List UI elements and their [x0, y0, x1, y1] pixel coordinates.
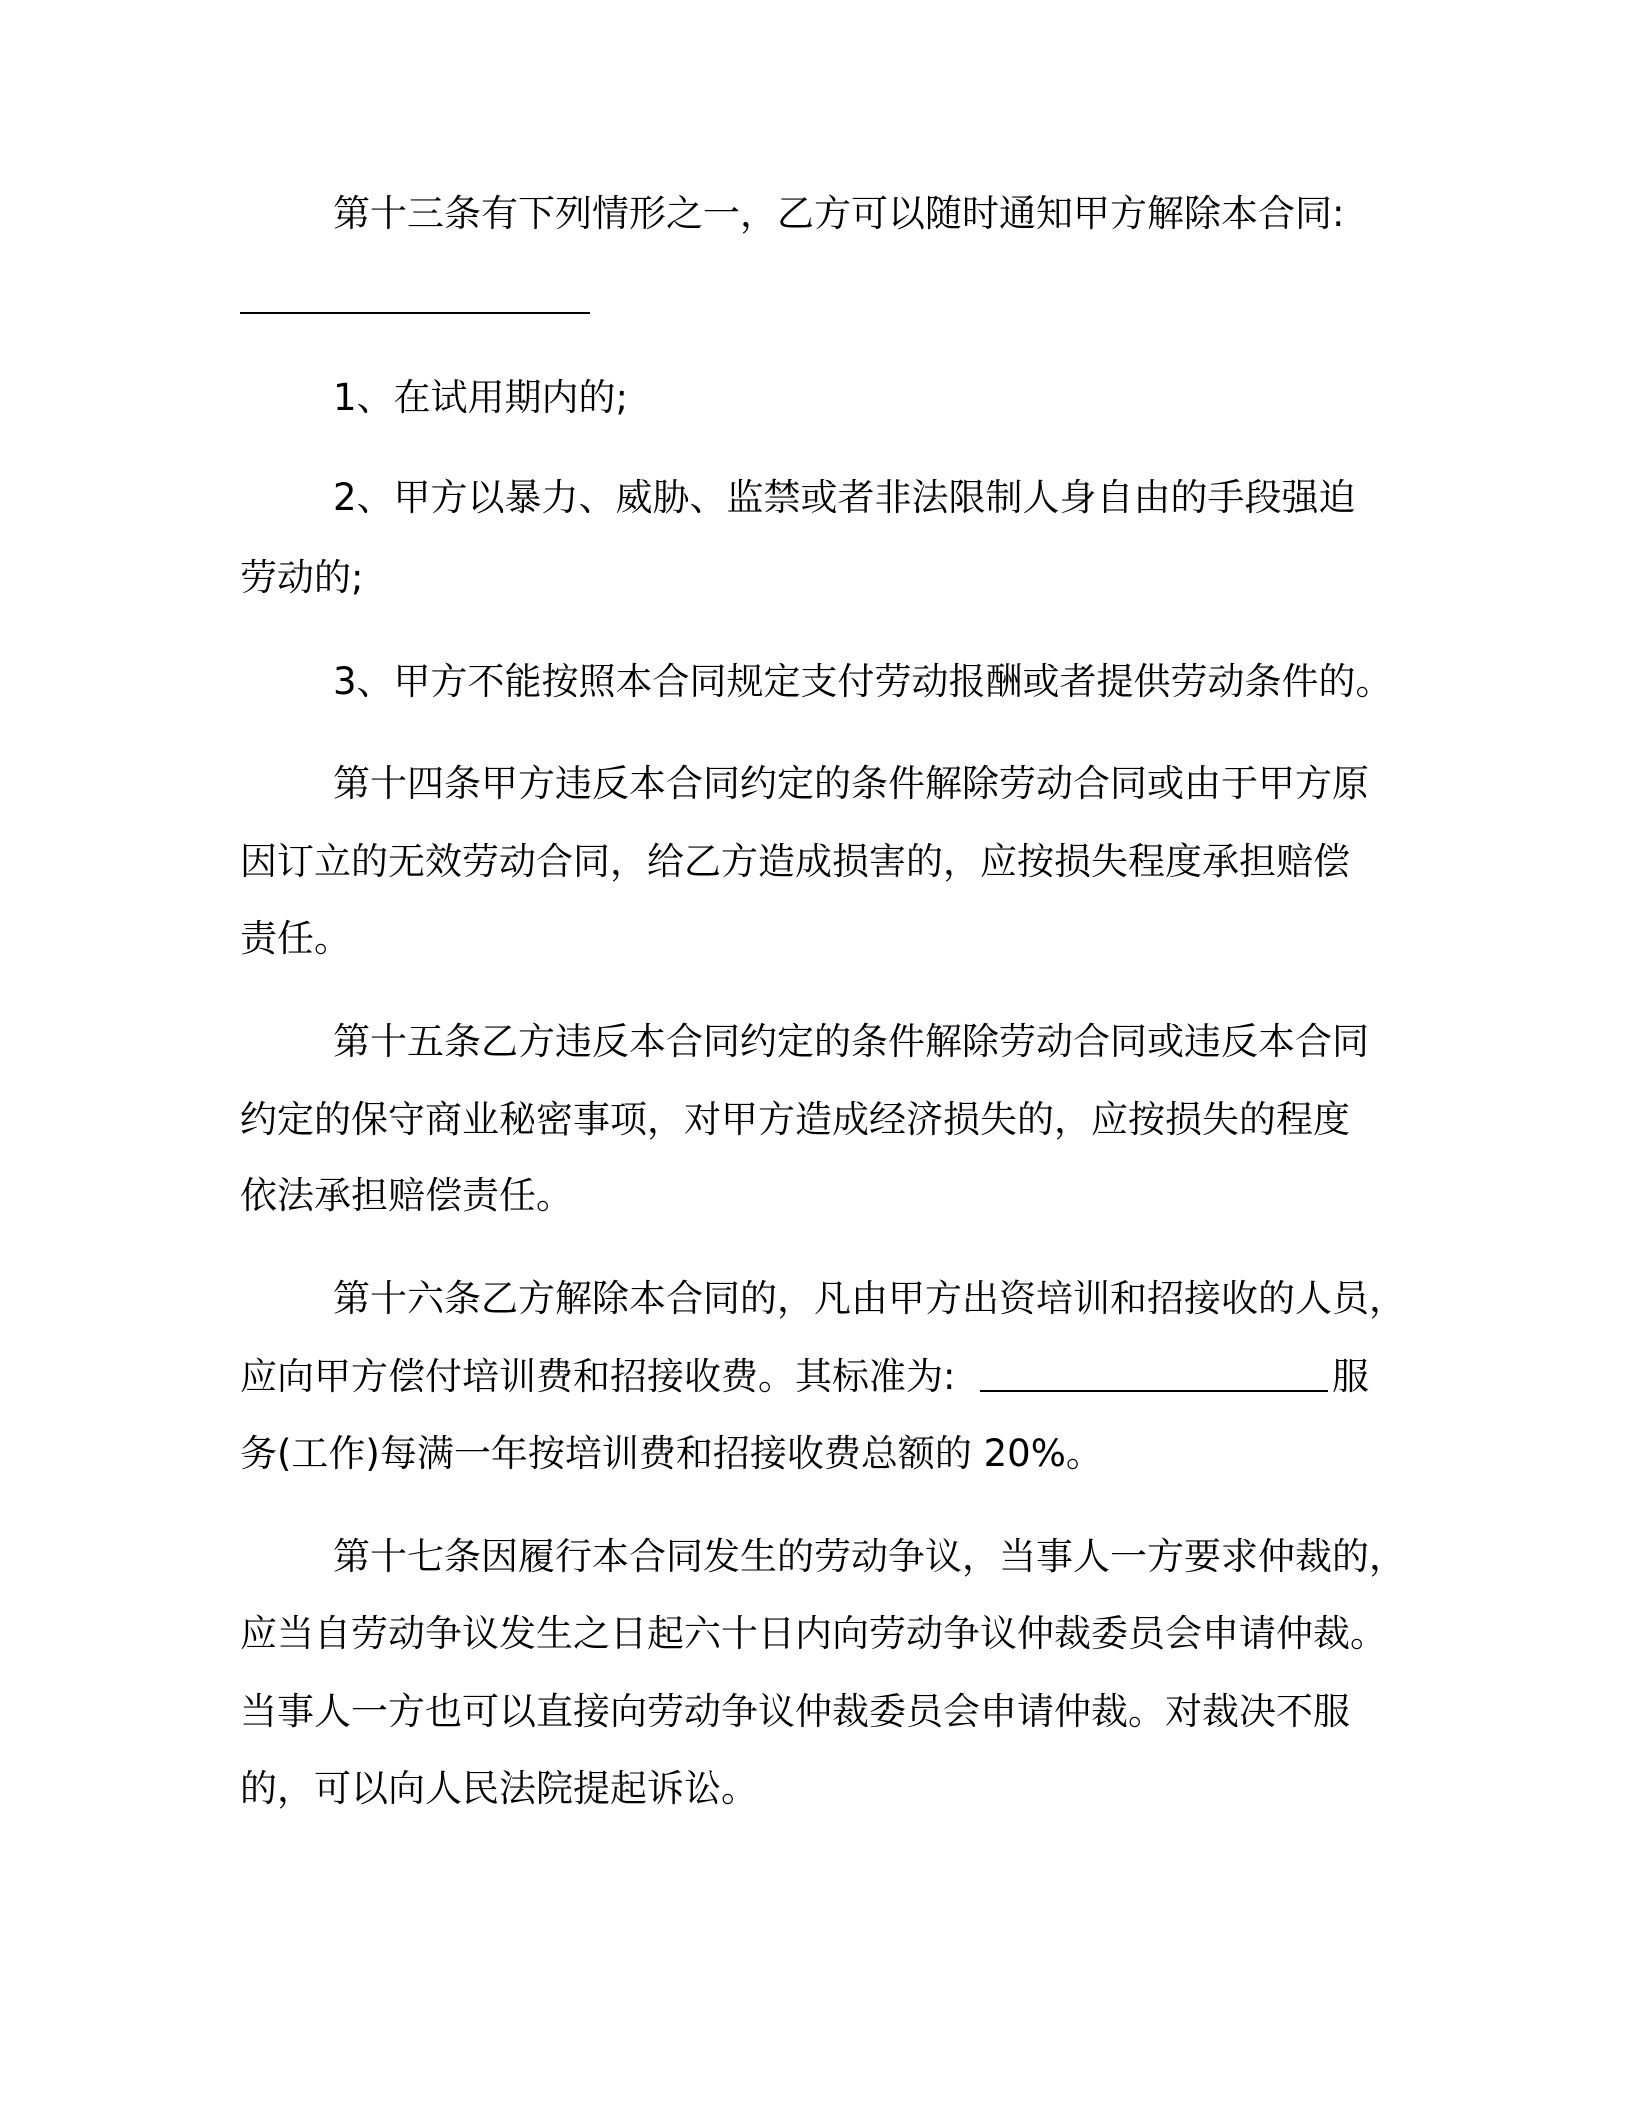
- article-13-heading: 第十三条有下列情形之一，乙方可以随时通知甲方解除本合同:: [333, 192, 1345, 235]
- article-16-blank-line: [980, 1390, 1328, 1392]
- article-16-line-3: 务(工作)每满一年按培训费和招接收费总额的 20%。: [240, 1432, 1103, 1475]
- article-13-item-2: 2、甲方以暴力、威胁、监禁或者非法限制人身自由的手段强迫: [333, 476, 1356, 519]
- article-16-line-2: 应向甲方偿付培训费和招接收费。其标准为:: [240, 1355, 956, 1398]
- article-17-line-2: 应当自劳动争议发生之日起六十日内向劳动争议仲裁委员会申请仲裁。: [240, 1612, 1387, 1655]
- article-13-item-1: 1、在试用期内的;: [333, 376, 629, 419]
- article-15-line-3: 依法承担赔偿责任。: [240, 1174, 573, 1217]
- article-15-line-2: 约定的保守商业秘密事项，对甲方造成经济损失的，应按损失的程度: [240, 1098, 1350, 1141]
- article-15-line-1: 第十五条乙方违反本合同约定的条件解除劳动合同或违反本合同: [333, 1020, 1369, 1063]
- article-17-line-1: 第十七条因履行本合同发生的劳动争议，当事人一方要求仲裁的，: [333, 1535, 1406, 1578]
- article-16-line-2-tail: 服: [1332, 1355, 1369, 1398]
- article-14-line-2: 因订立的无效劳动合同，给乙方造成损害的，应按损失程度承担赔偿: [240, 840, 1350, 883]
- article-14-line-1: 第十四条甲方违反本合同约定的条件解除劳动合同或由于甲方原: [333, 762, 1369, 805]
- article-17-line-4: 的，可以向人民法院提起诉讼。: [240, 1767, 758, 1810]
- article-16-line-1: 第十六条乙方解除本合同的，凡由甲方出资培训和招接收的人员，: [333, 1277, 1406, 1320]
- article-13-blank-line: [240, 312, 590, 314]
- article-17-line-3: 当事人一方也可以直接向劳动争议仲裁委员会申请仲裁。对裁决不服: [240, 1690, 1350, 1733]
- article-13-item-3: 3、甲方不能按照本合同规定支付劳动报酬或者提供劳动条件的。: [333, 660, 1393, 703]
- article-14-line-3: 责任。: [240, 917, 351, 960]
- article-13-item-2-cont: 劳动的;: [240, 556, 364, 599]
